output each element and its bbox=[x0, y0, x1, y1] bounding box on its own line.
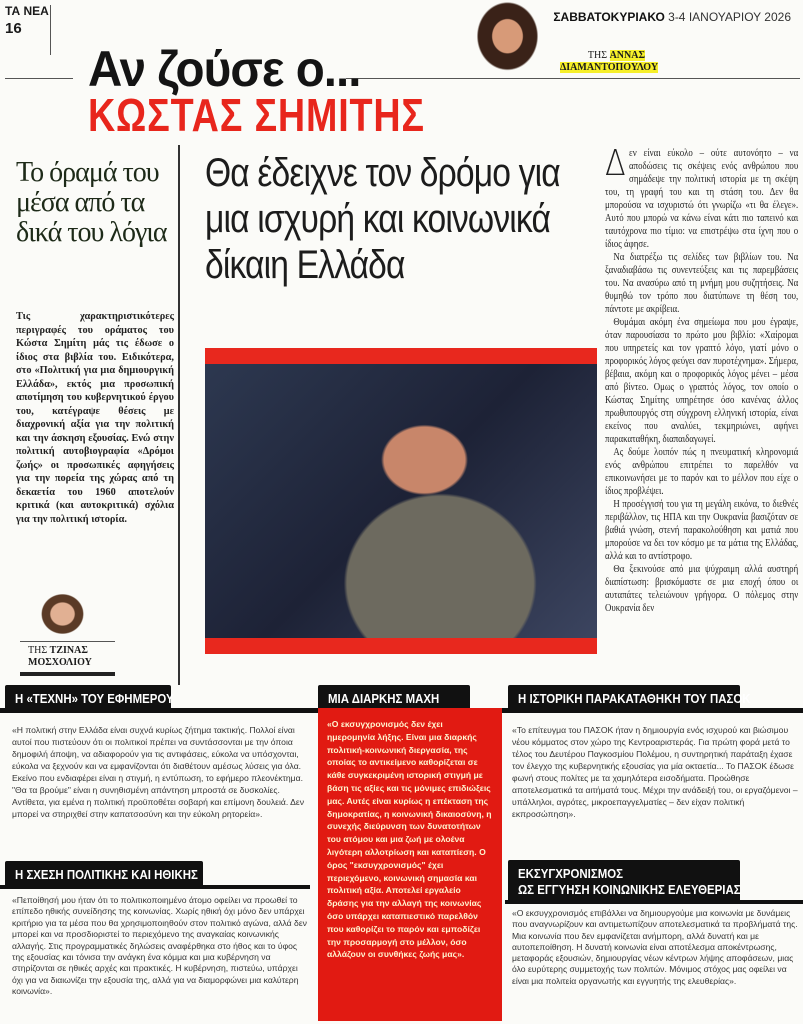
box-ethics-text: «Πεποίθησή μου ήταν ότι το πολιτικοποιημένο άτομο οφείλει να προωθεί το επίπεδο ηθικής συνείδησης της κοινωνίας. Χωρίς ηθική όχι μόνο δεν υπάρχει κριτήριο για τα μέσα που θα χρησιμοποιηθούν στον πολιτικό αγώνα, αλλά δεν μπορεί και να προσδιοριστεί το περιεχόμενο της αναγκαίας κοινωνικής αλλαγής. Στις προγραμματικές δηλώσεις αναφέρθηκα στο ήθος και το ύφος της εξουσίας και τόνισα την ανάγκη ένα κόμμα και μια κυβέρνηση να στηρίζονται σε ηθικές αρχές και πρακτικές. Η κυβέρνηση, πιστεύω, υπάρχει όχι για να διαιωνίζει την εξουσία της, αλλά για να διαμορφώνει μια καλύτερη κοινωνία». bbox=[12, 895, 307, 997]
drop-cap: Δ bbox=[605, 143, 626, 184]
author-prefix: ΤΗΣ bbox=[587, 50, 608, 61]
box-ethics-title bbox=[5, 861, 203, 888]
issue-date bbox=[553, 10, 791, 24]
box-title-line: ΩΣ ΕΓΓΥΗΣΗ ΚΟΙΝΩΝΙΚΗΣ ΕΛΕΥΘΕΡΙΑΣ bbox=[518, 882, 741, 897]
article-paragraph: Ας δούμε λοιπόν πώς η πνευματική κληρονομιά ενός ανθρώπου επιτρέπει το παρελθόν να επικοινωνήσει με το παρόν και το μέλλον που είχε ο ίδιος προβλέψει. bbox=[605, 447, 799, 497]
divider bbox=[20, 672, 115, 676]
article-photo bbox=[205, 348, 597, 654]
divider bbox=[346, 78, 800, 79]
article-paragraph: Θυμάμαι ακόμη ένα σημείωμα που μου έγραψε, όταν παρουσίασα το πρώτο μου βιβλίο: «Χαίρομαι που υπηρετείς και τον γραπτό λόγο, γιατί μόνο ο προφορικός λόγος φεύγει σαν πυροτέχνημα». Σήμερα, βέβαια, ακόμη και ο προφορικός λόγος μένει – μέσα από βίντεο. Ομως ο γραπτός λόγος, τον οποίο ο Κώστας Σημίτης υπηρέτησε όσο κανένας άλλος πρωθυπουργός στη σύγχρονη ελληνική ιστορία, είναι εκείνος που αναλύει, τεκμηριώνει, αφήνει παρακαταθήκη, διαπαιδαγωγεί. bbox=[605, 317, 799, 445]
box-pasok-title bbox=[508, 685, 751, 712]
box-title-text: Η «ΤΕΧΝΗ» ΤΟΥ ΕΦΗΜΕΡΟΥ bbox=[15, 691, 174, 706]
box-ephemeral-title bbox=[5, 685, 174, 712]
columnist-last-name: ΜΟΣΧΟΛΙΟΥ bbox=[28, 657, 92, 668]
columnist-first-name: ΤΖΙΝΑΣ bbox=[49, 645, 88, 656]
article-paragraph: Να διατρέξω τις σελίδες των βιβλίων του. Να ξαναδιαβάσω τις συνεντεύξεις και τις παρεμβάσεις του. Να ανασύρω από τη μνήμη μου συζητήσεις. Να θυμηθώ τον τρόπο που διατύπωνε τη θέση του, πάντοτε με ακρίβεια. bbox=[605, 252, 799, 315]
divider bbox=[20, 641, 115, 642]
box-ephemeral-text: «Η πολιτική στην Ελλάδα είναι συχνά κυρίως ζήτημα τακτικής. Πολλοί είναι αυτοί που πιστεύουν ότι οι πολιτικοί πρέπει να συντάσσονται με την όποια δημοφιλή άποψη, να αδιαφορούν για τις αντιφάσεις, εύκολα να υπόσχονται, εύκολα να ξεχνούν και να εμφανίζονται ότι διαθέτουν αμέσως λύσεις για όλα. Εκείνο που ενδιαφέρει είναι η στιγμή, η εντύπωση, το εφήμερο πλεονέκτημα. "Θα τα βρούμε" είναι η συνηθισμένη απάντηση μπροστά σε δυσκολίες. Αντίθετα, για εμένα η πολιτική προϋποθέτει σοβαρή και επίμονη δουλειά. Δεν μπορεί να στηριχθεί στην καπατσοσύνη και την εύκολη ρητορεία». bbox=[12, 725, 305, 819]
article-paragraph: Θα ξεκινούσε από μια ψύχραιμη αλλά αυστηρή διαπίστωση: βρισκόμαστε σε μια εποχή όπου οι αυταπάτες τελειώνουν γρήγορα. Ο πόλεμος στην Ουκρανία δεν bbox=[605, 564, 799, 614]
author-photo bbox=[470, 2, 545, 78]
box-title-text: ΜΙΑ ΔΙΑΡΚΗΣ ΜΑΧΗ bbox=[328, 691, 440, 706]
photo-image bbox=[205, 364, 597, 638]
columnist-photo bbox=[35, 588, 90, 640]
box-title-text: Η ΣΧΕΣΗ ΠΟΛΙΤΙΚΗΣ ΚΑΙ ΗΘΙΚΗΣ bbox=[15, 867, 198, 882]
author-last-name: ΔΙΑΜΑΝΤΟΠΟΥΛΟΥ bbox=[560, 62, 659, 73]
box-title-text: Η ΙΣΤΟΡΙΚΗ ΠΑΡΑΚΑΤΑΘΗΚΗ ΤΟΥ ΠΑΣΟΚ bbox=[518, 691, 751, 706]
box-freedom-title bbox=[508, 860, 740, 904]
box-pasok-text: «Το επίτευγμα του ΠΑΣΟΚ ήταν η δημιουργία ενός ισχυρού και βιώσιμου νέου κόμματος στον χώρο της Κεντροαριστεράς. Για πρώτη φορά μετά το τέλος του Δευτέρου Παγκοσμίου Πολέμου, η συντηρητική παράταξη έχασε τον έλεγχο της κυβερνητικής εξουσίας για μία οκταετία... Το ΠΑΣΟΚ έδωσε φωνή στους πολίτες με τα χαμηλότερα εισοδήματα. Προώθησε αποτελεσματικά τα αιτήματά τους. Μέχρι την ανάδειξή του, οι εργαζόμενοι – υπάλληλοι, αγρότες, μικροεπαγγελματίες – δεν είχαν πολιτική εκπροσώπηση». bbox=[512, 725, 798, 819]
columnist-prefix: ΤΗΣ bbox=[28, 645, 48, 656]
author-first-name: ΑΝΝΑΣ bbox=[609, 50, 645, 61]
box-freedom-text: «Ο εκσυγχρονισμός επιβάλλει να δημιουργούμε μια κοινωνία με δυνάμεις που αναγνωρίζουν και αντιμετωπίζουν αποτελεσματικά τα προβλήματά της. Μια κοινωνία που δεν εμφανίζεται ανήμπορη, αλλά δυνατή και με αυτοπεποίθηση. Η δυνατή κοινωνία είναι αποτέλεσμα αποκέντρωσης, μεταφοράς εξουσιών, δημιουργίας νέων κέντρων λήψης αποφάσεων, μιας όλο ευρύτερης συμμετοχής των πολιτών. Μόνιμος στόχος μας οφείλει να είναι μια πολιτεία οργανωτής και εγγυητής της ελευθερίας». bbox=[512, 908, 798, 986]
article-paragraph: Η προσέγγισή του για τη μεγάλη εικόνα, το διεθνές περιβάλλον, τις ΗΠΑ και την Ουκρανία βασιζόταν σε βαθιά γνώση, στενή παρακολούθηση και ματιά που μπορούσε να δει τον κόσμο με τα μάτια της Ελλάδας, αλλά και το αντίστροφο. bbox=[605, 499, 799, 562]
article-headline: Θα έδειχνε τον δρόμο για μια ισχυρή και κοινωνικά δίκαιη Ελλάδα bbox=[205, 151, 560, 287]
page-number: 16 bbox=[5, 20, 22, 37]
column-divider bbox=[178, 145, 180, 685]
date-value: 3-4 ΙΑΝΟΥΑΡΙΟΥ 2026 bbox=[668, 10, 791, 24]
sidebar-heading: Το όραμά του μέσα από τα δικά του λόγια bbox=[16, 157, 167, 248]
author-byline bbox=[560, 50, 659, 74]
masthead-paper-name: ΤΑ ΝΕΑ bbox=[5, 4, 49, 18]
divider bbox=[5, 78, 73, 79]
article-body bbox=[605, 143, 799, 615]
sidebar-body: Τις χαρακτηριστικότερες περιγραφές του οράματος του Κώστα Σημίτη μάς τις έδωσε ο ίδιος στα βιβλία του. Ειδικότερα, στο «Πολιτική για μια δημιουργική Ελλάδα», εκτός μια προσωπική αποτίμηση του κυβερνητικού έργου του, κατέγραψε θέσεις με διαχρονική αξία για την πολιτική και την άσκηση εξουσίας. Ενώ στην πολιτική αυτοβιογραφία «Δρόμοι ζωής» οι προσωπικές αφηγήσεις για την πορεία της χώρας από τη δεκαετία του 1960 αποτελούν κριτικά (και αυτοκριτικά) σχόλια για την πολιτική ιστορία. bbox=[16, 311, 174, 525]
section-kicker: Αν ζούσε ο... bbox=[88, 41, 361, 97]
box-title-line: ΕΚΣΥΓΧΡΟΝΙΣΜΟΣ bbox=[518, 866, 624, 881]
columnist-byline bbox=[28, 645, 92, 669]
section-name: ΚΩΣΤΑΣ ΣΗΜΙΤΗΣ bbox=[88, 89, 425, 141]
box-struggle bbox=[318, 708, 502, 1021]
date-day: ΣΑΒΒΑΤΟΚΥΡΙΑΚΟ bbox=[553, 10, 665, 24]
divider bbox=[50, 5, 51, 55]
box-struggle-text: «Ο εκσυγχρονισμός δεν έχει ημερομηνία λήξης. Είναι μια διαρκής πολιτική-κοινωνική διεργασία, της οποίας το αντικείμενο καθορίζεται σε κάθε συγκεκριμένη ιστορική στιγμή με βάση τις αξίες και τις μόνιμες επιδιώξεις μας. Αυτές είναι κυρίως η επέκταση της δημοκρατίας, η κοινωνική δικαιοσύνη, η συνεχής διεύρυνση των δυνατοτήτων του ατόμου και μια ζωή με ολοένα λιγότερη αλλοτρίωση και καταπίεση. Ο όρος "εκσυγχρονισμός" έχει περιεχόμενο, κοινωνική σημασία και πολιτική αξία. Αποτελεί εργαλείο δράσης για την αλλαγή της κοινωνίας όσο υπάρχει καταπιεστικό παρελθόν που καθορίζει το παρόν και εμποδίζει την προσαρμογή στο μέλλον, όσο αλλάζουν οι συνθήκες ζωής μας». bbox=[327, 719, 492, 960]
paragraph-text: εν είναι εύκολο – ούτε αυτονόητο – να αποδώσεις τις σκέψεις ενός ανθρώπου που σημάδεψε την πολιτική ιστορία με τη σκέψη του, τη γραφή του και τη στάση του. Δεν θα μπορούσα να ισχυριστώ ότι γνωρίζω «τι θα έλεγε». Αυτό που μπορώ να κάνω είναι κάτι πιο ταπεινό και ταυτόχρονα πιο τίμιο: να επιστρέψω στα ίχνη που ο ίδιος άφησε. bbox=[605, 148, 799, 250]
article-paragraph bbox=[605, 143, 799, 251]
